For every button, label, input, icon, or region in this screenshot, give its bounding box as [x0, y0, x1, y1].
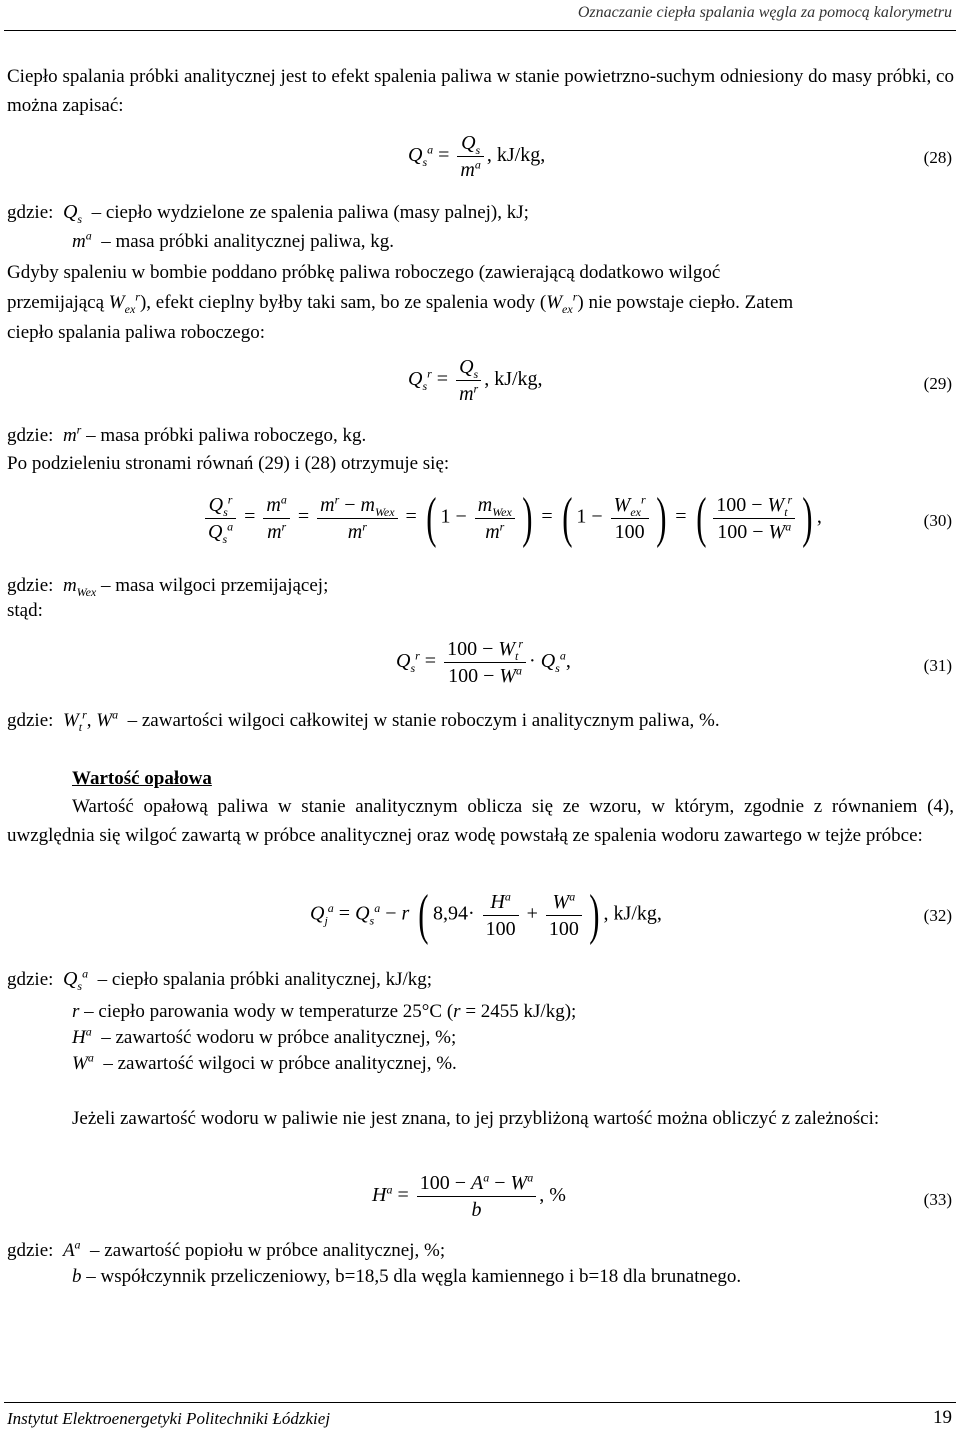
where-r: r – ciepło parowania wody w temperaturze 25°C (r = 2455 kJ/kg);	[72, 1001, 577, 1022]
paragraph-gdyby-line3: ciepło spalania paliwa roboczego:	[7, 322, 265, 343]
stad-label: stąd:	[7, 600, 43, 621]
equation-number-32: (32)	[923, 906, 952, 925]
header-rule	[4, 30, 956, 31]
equation-number-31: (31)	[923, 656, 952, 675]
running-header: Oznaczanie ciepła spalania węgla za pomocą kalorymetru	[577, 4, 952, 21]
where-wt-wa: gdzie: $W_t^r$, $W^a$ – zawartości wilgoci całkowitej w stanie roboczym i analitycznym paliwa, %.	[7, 707, 720, 734]
equation-number-28: (28)	[923, 148, 952, 167]
equation-30: $\frac{Q_s^r}{Q_s^a}$ = $\frac{m^a}{m^r}$ = $\frac{m^r - m_{Wex}}{m^r}$ = ( 1 − $\frac{m_{Wex}}{m^r}$ ) = ( 1 − $\frac{W_{ex}^r}{100}$ ) = ( $\frac{100 - W_t^r}{100 - W^a}$ ) ,	[202, 488, 822, 548]
paragraph-intro: Ciepło spalania próbki analitycznej jest to efekt spalenia paliwa w stanie powietrzno-suchym odniesiony do masy próbki, co można zapisać:	[7, 66, 954, 116]
equation-number-29: (29)	[923, 374, 952, 393]
equation-32: $Q_j^a = Q_s^a - r$ ( 8,94· $\frac{H^a}{100}$ + $\frac{W^a}{100}$ ) , kJ/kg,	[310, 884, 662, 946]
where-aa: gdzie: $A^a$ – zawartość popiołu w próbce analitycznej, %;	[7, 1237, 446, 1261]
equation-28: $Q_s^a$ = $\frac{Q_s}{m^a}$ , kJ/kg,	[408, 132, 546, 181]
paragraph-jezeli: Jeżeli zawartość wodoru w paliwie nie jest znana, to jej przybliżoną wartość można obliczyć z zależności:	[72, 1108, 880, 1129]
equation-number-30: (30)	[923, 511, 952, 530]
equation-31: $Q_s^r$ = $\frac{100 - W_t^r}{100 - W^a}$ · $Q_s^a$,	[396, 636, 571, 687]
footer-institute: Instytut Elektroenergetyki Politechniki Łódzkiej	[7, 1409, 331, 1428]
where-mr: gdzie: $m^r$ – masa próbki paliwa roboczego, kg.	[7, 422, 367, 446]
paragraph-dzielenie: Po podzieleniu stronami równań (29) i (28) otrzymuje się:	[7, 453, 450, 474]
where-qs: gdzie: $Q_s$ – ciepło wydzielone ze spalenia paliwa (masy palnej), kJ;	[7, 201, 529, 226]
equation-29: $Q_s^r$ = $\frac{Q_s}{m^r}$ , kJ/kg,	[408, 356, 543, 405]
where-mwex: gdzie: $m_{Wex}$ – masa wilgoci przemijającej;	[7, 575, 329, 599]
section-heading: Wartość opałowa	[72, 768, 212, 789]
paragraph-gdyby-line2: przemijającą $W_{ex}^r$), efekt cieplny byłby taki sam, bo ze spalenia wody $(W_{ex}^r)$ nie powstaje ciepło. Zatem	[7, 289, 794, 316]
where-qsa: gdzie: $Q_s^a$ – ciepło spalania próbki analitycznej, kJ/kg;	[7, 966, 433, 993]
paragraph-gdyby: Gdyby spaleniu w bombie poddano próbkę paliwa roboczego (zawierającą dodatkowo wilgoć	[7, 262, 721, 283]
page-number: 19	[933, 1407, 952, 1428]
where-b: b – współczynnik przeliczeniowy, b=18,5 dla węgla kamiennego i b=18 dla brunatnego.	[72, 1266, 742, 1287]
where-wa: $W^a$ – zawartość wilgoci w próbce analitycznej, %.	[72, 1050, 457, 1074]
paragraph-wartosc: Wartość opałową paliwa w stanie analitycznym oblicza się ze wzoru, w którym, zgodnie z równaniem (4), uwzględnia się wilgoć zawartą w próbce analitycznej oraz wodę powstałą ze spalenia wodoru zawartego w tejże próbce:	[7, 796, 954, 846]
where-ha: $H^a$ – zawartość wodoru w próbce analitycznej, %;	[72, 1024, 457, 1048]
footer-rule	[4, 1402, 956, 1403]
where-ma: $m^a$ – masa próbki analitycznej paliwa, kg.	[72, 228, 395, 252]
equation-number-33: (33)	[923, 1190, 952, 1209]
equation-33: $H^a$ = $\frac{100 - A^a - W^a}{b}$ , %	[372, 1170, 566, 1221]
